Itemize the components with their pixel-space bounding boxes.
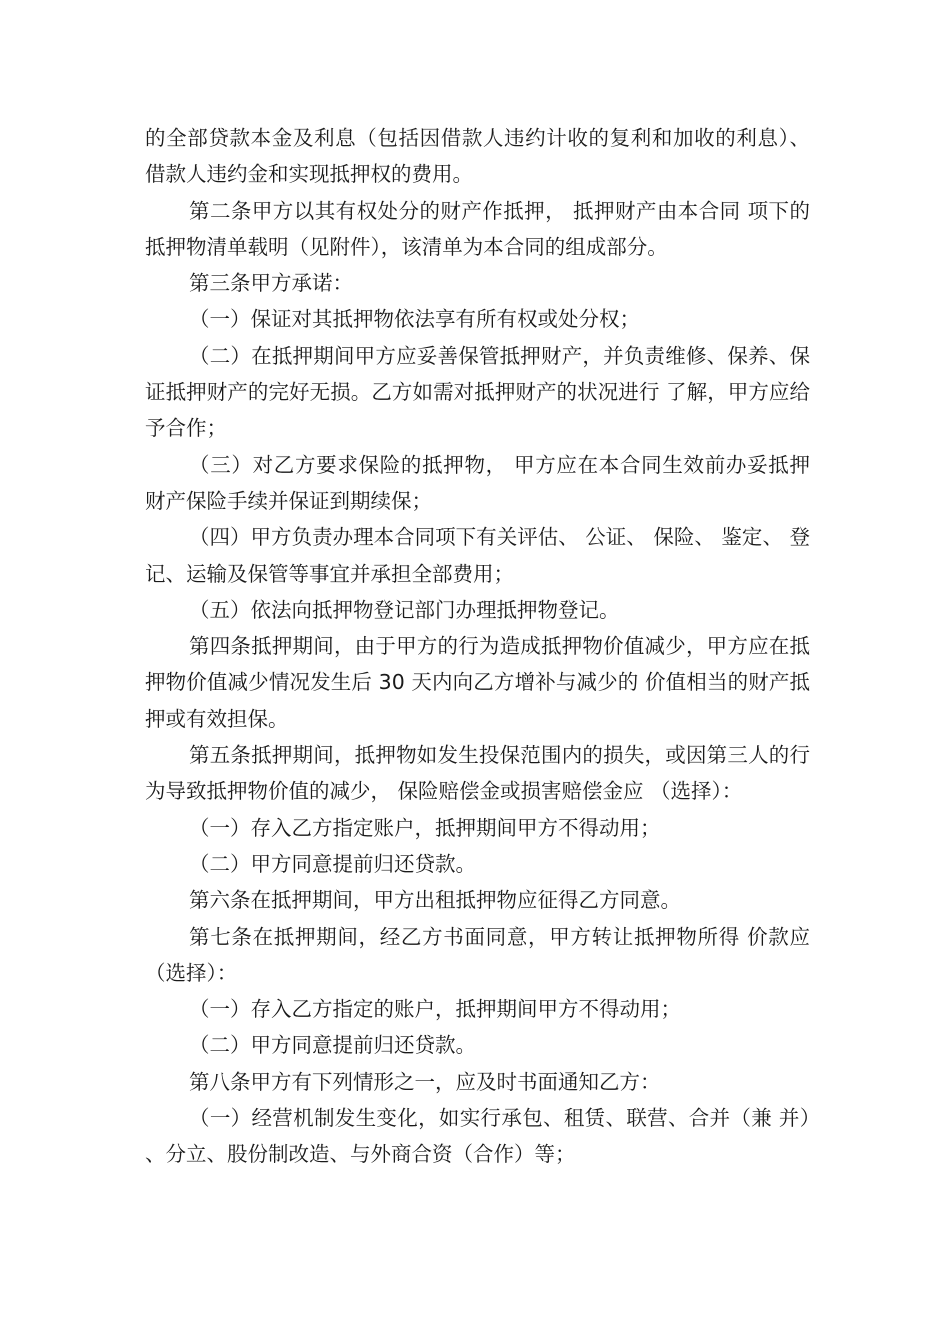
paragraph-article-3: 第三条甲方承诺： [189, 271, 353, 296]
document-body [145, 120, 810, 1173]
paragraph-article-3-item-4: （四）甲方负责办理本合同项下有关评估、 公证、 保险、 鉴定、 登记、运输及保管等事宜并承担全部费用； [145, 525, 810, 586]
paragraph-article-8-item-1: （一）经营机制发生变化，如实行承包、租赁、联营、合并（兼 并）、分立、股份制改造、与外商合资（合作）等； [145, 1106, 810, 1167]
paragraph-article-4: 第四条抵押期间，由于甲方的行为造成抵押物价值减少，甲方应在抵押物价值减少情况发生后 30 天内向乙方增补与减少的 价值相当的财产抵押或有效担保。 [145, 634, 810, 731]
paragraph-article-5: 第五条抵押期间，抵押物如发生投保范围内的损失，或因第三人的行为导致抵押物价值的减少， 保险赔偿金或损害赔偿金应 （选择）： [145, 743, 810, 804]
paragraph-article-3-item-5: （五）依法向抵押物登记部门办理抵押物登记。 [189, 597, 620, 622]
paragraph-continuation: 的全部贷款本金及利息（包括因借款人违约计收的复利和加收的利息）、借款人违约金和实现抵押权的费用。 [145, 126, 810, 187]
paragraph-article-7-item-1: （一）存入乙方指定的账户，抵押期间甲方不得动用； [189, 997, 681, 1022]
paragraph-article-3-item-1: （一）保证对其抵押物依法享有所有权或处分权； [189, 307, 640, 332]
paragraph-article-6: 第六条在抵押期间，甲方出租抵押物应征得乙方同意。 [189, 888, 681, 913]
paragraph-article-2: 第二条甲方以其有权处分的财产作抵押， 抵押财产由本合同 项下的抵押物清单载明（见附件），该清单为本合同的组成部分。 [145, 198, 810, 259]
paragraph-article-3-item-2: （二）在抵押期间甲方应妥善保管抵押财产，并负责维修、保养、保证抵押财产的完好无损。乙方如需对抵押财产的状况进行 了解，甲方应给予合作； [145, 343, 810, 441]
paragraph-article-8: 第八条甲方有下列情形之一，应及时书面通知乙方： [189, 1069, 661, 1094]
paragraph-article-5-item-2: （二）甲方同意提前归还贷款。 [189, 851, 476, 876]
paragraph-article-7: 第七条在抵押期间，经乙方书面同意，甲方转让抵押物所得 价款应（选择）： [145, 924, 810, 985]
paragraph-article-3-item-3: （三）对乙方要求保险的抵押物， 甲方应在本合同生效前办妥抵押财产保险手续并保证到期续保； [145, 452, 810, 513]
paragraph-article-7-item-2: （二）甲方同意提前归还贷款。 [189, 1033, 476, 1058]
paragraph-article-5-item-1: （一）存入乙方指定账户，抵押期间甲方不得动用； [189, 815, 661, 840]
